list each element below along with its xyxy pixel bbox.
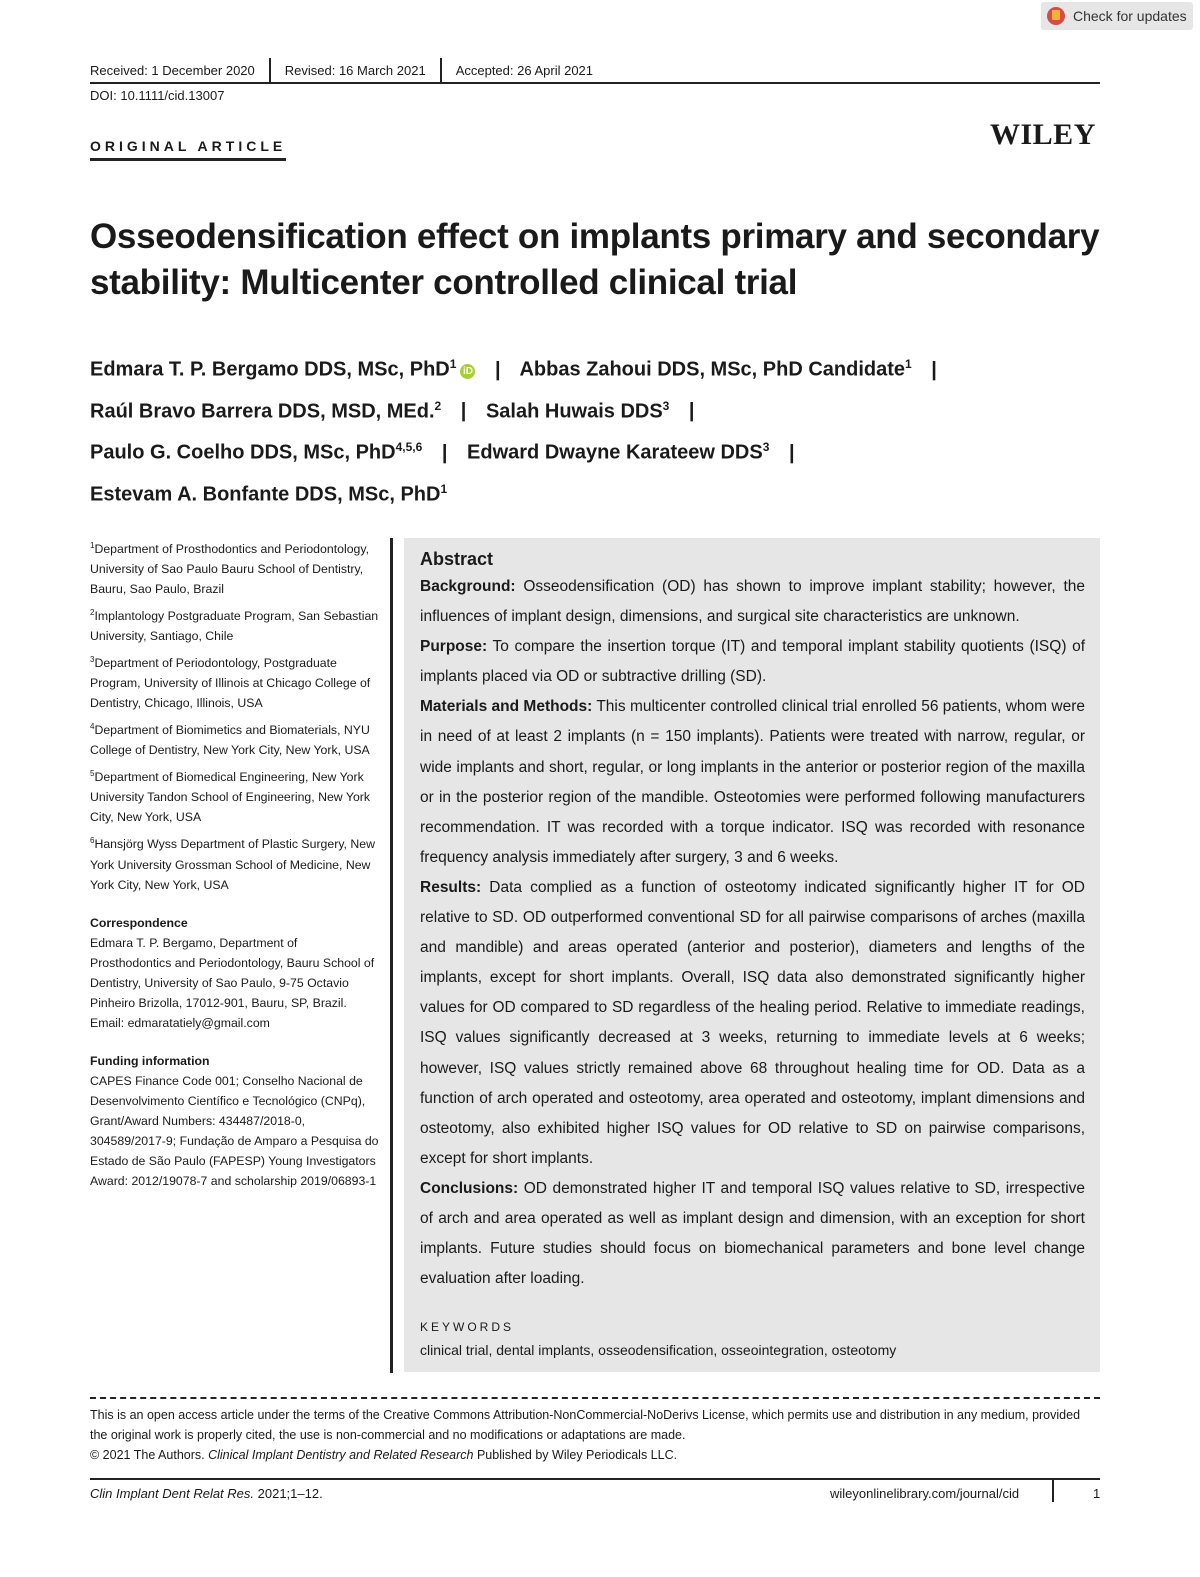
affiliation [90, 764, 382, 827]
author-separator: | [688, 400, 695, 423]
affiliation [90, 650, 382, 713]
copyright-line [90, 1445, 1100, 1465]
abstract-section-label: Materials and Methods: [420, 698, 593, 716]
correspondence-text: Edmara T. P. Bergamo, Department of Prosthodontics and Periodontology, Bauru School of Dentistry, University of Sao Paulo, 9-75 Octavio Pinheiro Brizolla, 17012-901, Bauru, SP, Brazil. [90, 935, 375, 1010]
correspondence-heading: Correspondence [90, 915, 188, 930]
page-separator [1052, 1480, 1054, 1502]
author-affiliation-ref: 3 [662, 398, 670, 413]
funding-text: CAPES Finance Code 001; Conselho Nacional de Desenvolvimento Científico e Tecnológico (CNPq), Grant/Award Numbers: 434487/2018-0, 304589/2017-9; Fundação de Amparo a Pesquisa do Estado de São Paulo (FAPESP) Young Investigators Award: 2012/19078-7 and scholarship 2019/06893-1 [90, 1073, 379, 1188]
author-affiliation-ref: 1 [905, 357, 912, 371]
received-date: Received: 1 December 2020 [90, 62, 255, 78]
abstract-section-label: Results: [420, 878, 482, 896]
accepted-date: Accepted: 26 April 2021 [455, 62, 594, 78]
abstract-content [420, 546, 1085, 1294]
author-affiliation-ref: 4,5,6 [395, 440, 423, 455]
journal-name: Clinical Implant Dentistry and Related Research [208, 1448, 474, 1462]
orcid-icon[interactable]: iD [460, 364, 475, 379]
affiliation-text: Department of Prosthodontics and Periodontology, University of Sao Paulo Bauru School of Dentistry, Bauru, Sao Paulo, Brazil [90, 542, 370, 597]
abstract-section-text: OD demonstrated higher IT and temporal ISQ values relative to SD, irrespective of arch and area operated as well as implant design and dimension, with an exception for short implants. Future studies should focus on biomechanical parameters and bone level change evaluation after loading. [420, 1179, 1085, 1288]
license-notice [90, 1405, 1100, 1465]
affiliation-number: 4 [90, 722, 95, 732]
author-line [90, 346, 1100, 388]
author-line [90, 471, 1100, 513]
author-name[interactable]: Abbas Zahoui DDS, MSc, PhD Candidate [519, 358, 906, 381]
journal-abbrev: Clin Implant Dent Relat Res. [90, 1486, 255, 1501]
affiliation-number: 5 [90, 769, 95, 779]
article-type: ORIGINAL ARTICLE [90, 138, 286, 161]
article-info-column [90, 536, 382, 1191]
column-divider [390, 538, 393, 1373]
affiliation-text: Implantology Postgraduate Program, San Sebastian University, Santiago, Chile [90, 609, 379, 644]
abstract-section-text: Osseodensification (OD) has shown to improve implant stability; however, the influences of implant design, dimensions, and surgical site characteristics are unknown. [420, 578, 1085, 626]
author-name[interactable]: Estevam A. Bonfante DDS, MSc, PhD [90, 483, 441, 506]
check-for-updates-button[interactable] [1041, 2, 1193, 30]
author-line [90, 388, 1100, 430]
journal-citation [90, 1486, 323, 1501]
article-dates [90, 58, 1100, 84]
affiliation-text: Department of Biomimetics and Biomaterials, NYU College of Dentistry, New York City, New York, USA [90, 723, 370, 758]
citation-pages: 2021;1–12. [254, 1486, 323, 1501]
author-affiliation-ref: 1 [440, 481, 448, 496]
doi[interactable]: DOI: 10.1111/cid.13007 [90, 88, 225, 103]
abstract-section [420, 692, 1085, 873]
publisher-logo: WILEY [990, 118, 1096, 151]
license-divider [90, 1397, 1100, 1399]
correspondence-email[interactable]: Email: edmaratatiely@gmail.com [90, 1015, 270, 1030]
author-separator: | [460, 400, 467, 423]
author-line [90, 429, 1100, 471]
affiliation-text: Department of Periodontology, Postgraduate Program, University of Illinois at Chicago College of Dentistry, Chicago, Illinois, USA [90, 656, 371, 711]
author-name[interactable]: Edward Dwayne Karateew DDS [467, 441, 763, 464]
abstract-section-text: Data complied as a function of osteotomy indicated significantly higher IT for OD relative to SD. OD outperformed conventional SD for all pairwise comparisons of arches (maxilla and mandible) and areas operated (anterior and posterior), diameters and lengths of the implants, except for short implants. Overall, ISQ data also demonstrated significantly higher values for OD compared to SD regardless of the healing period. Relative to immediate readings, ISQ values significantly decreased at 3 weeks, returning to immediate levels at 6 weeks; however, ISQ values strictly remained above 68 throughout healing time for OD. Data as a function of arch operated and osteotomy, area operated and osteotomy, implant dimensions and osteotomy, also exhibited higher ISQ values for OD relative to SD on pairwise comparisons, except for short implants. [420, 878, 1085, 1167]
abstract-section [420, 1174, 1085, 1294]
author-separator: | [441, 441, 448, 464]
keywords-list: clinical trial, dental implants, osseodensification, osseointegration, osteotomy [420, 1342, 897, 1358]
copyright-prefix: © 2021 The Authors. [90, 1448, 209, 1462]
author-name[interactable]: Salah Huwais DDS [485, 400, 663, 423]
copyright-suffix: Published by Wiley Periodicals LLC. [473, 1448, 678, 1462]
author-affiliation-ref: 3 [762, 440, 770, 455]
page-number: 1 [1093, 1486, 1101, 1501]
affiliation [90, 536, 382, 599]
abstract-box [404, 538, 1100, 1372]
affiliation-text: Department of Biomedical Engineering, New York University Tandon School of Engineering, New York City, New York, USA [90, 770, 371, 825]
check-for-updates-label: Check for updates [1073, 8, 1187, 24]
abstract-section [420, 572, 1085, 632]
abstract-heading: Abstract [420, 549, 494, 569]
footer-divider [90, 1478, 1100, 1480]
author-separator: | [788, 441, 795, 464]
abstract-section-label: Conclusions: [420, 1179, 519, 1197]
affiliation [90, 831, 382, 894]
abstract-section [420, 873, 1085, 1174]
affiliation [90, 717, 382, 760]
author-affiliation-ref: 2 [434, 398, 442, 413]
revised-date: Revised: 16 March 2021 [284, 62, 426, 78]
bookmark-icon [1047, 7, 1065, 25]
author-name[interactable]: Raúl Bravo Barrera DDS, MSD, MEd. [90, 400, 435, 423]
license-text: This is an open access article under the terms of the Creative Commons Attribution-NonCommercial-NoDerivs License, which permits use and distribution in any medium, provided the original work is properly cited, the use is non-commercial and no modifications or adaptations are made. [90, 1408, 1081, 1442]
affiliation-number: 3 [90, 655, 95, 665]
affiliation [90, 603, 382, 646]
abstract-section-text: This multicenter controlled clinical trial enrolled 56 patients, whom were in need of at least 2 implants (n = 150 implants). Patients were treated with narrow, regular, or wide implants and short, regular, or long implants in the anterior or posterior region of the maxilla or in the posterior region of the mandible. Osteotomies were performed following manufacturers recommendation. IT was recorded with a torque indicator. ISQ was recorded with resonance frequency analysis immediately after surgery, 3 and 6 weeks. [420, 698, 1085, 866]
affiliation-text: Hansjörg Wyss Department of Plastic Surgery, New York University Grossman School of Medicine, New York City, New York, USA [90, 837, 375, 892]
author-name[interactable]: Paulo G. Coelho DDS, MSc, PhD [90, 441, 396, 464]
author-separator: | [931, 358, 937, 381]
author-name[interactable]: Edmara T. P. Bergamo DDS, MSc, PhD [90, 358, 450, 381]
affiliation-number: 1 [90, 541, 95, 550]
abstract-section-text: To compare the insertion torque (IT) and temporal implant stability quotients (ISQ) of implants placed via OD or subtractive drilling (SD). [420, 638, 1085, 686]
author-list [90, 346, 1100, 513]
author-affiliation-ref: 1 [449, 357, 457, 371]
abstract-section-label: Purpose: [420, 638, 488, 656]
funding-heading: Funding information [90, 1053, 210, 1068]
journal-url[interactable]: wileyonlinelibrary.com/journal/cid [830, 1486, 1020, 1501]
article-title: Osseodensification effect on implants primary and secondary stability: Multicenter controlled clinical trial [90, 217, 1100, 302]
author-separator: | [495, 358, 501, 381]
affiliation-number: 6 [90, 836, 95, 846]
affiliation-number: 2 [90, 608, 95, 618]
keywords-heading: KEYWORDS [420, 1320, 515, 1334]
abstract-section [420, 632, 1085, 692]
abstract-section-label: Background: [420, 578, 516, 595]
